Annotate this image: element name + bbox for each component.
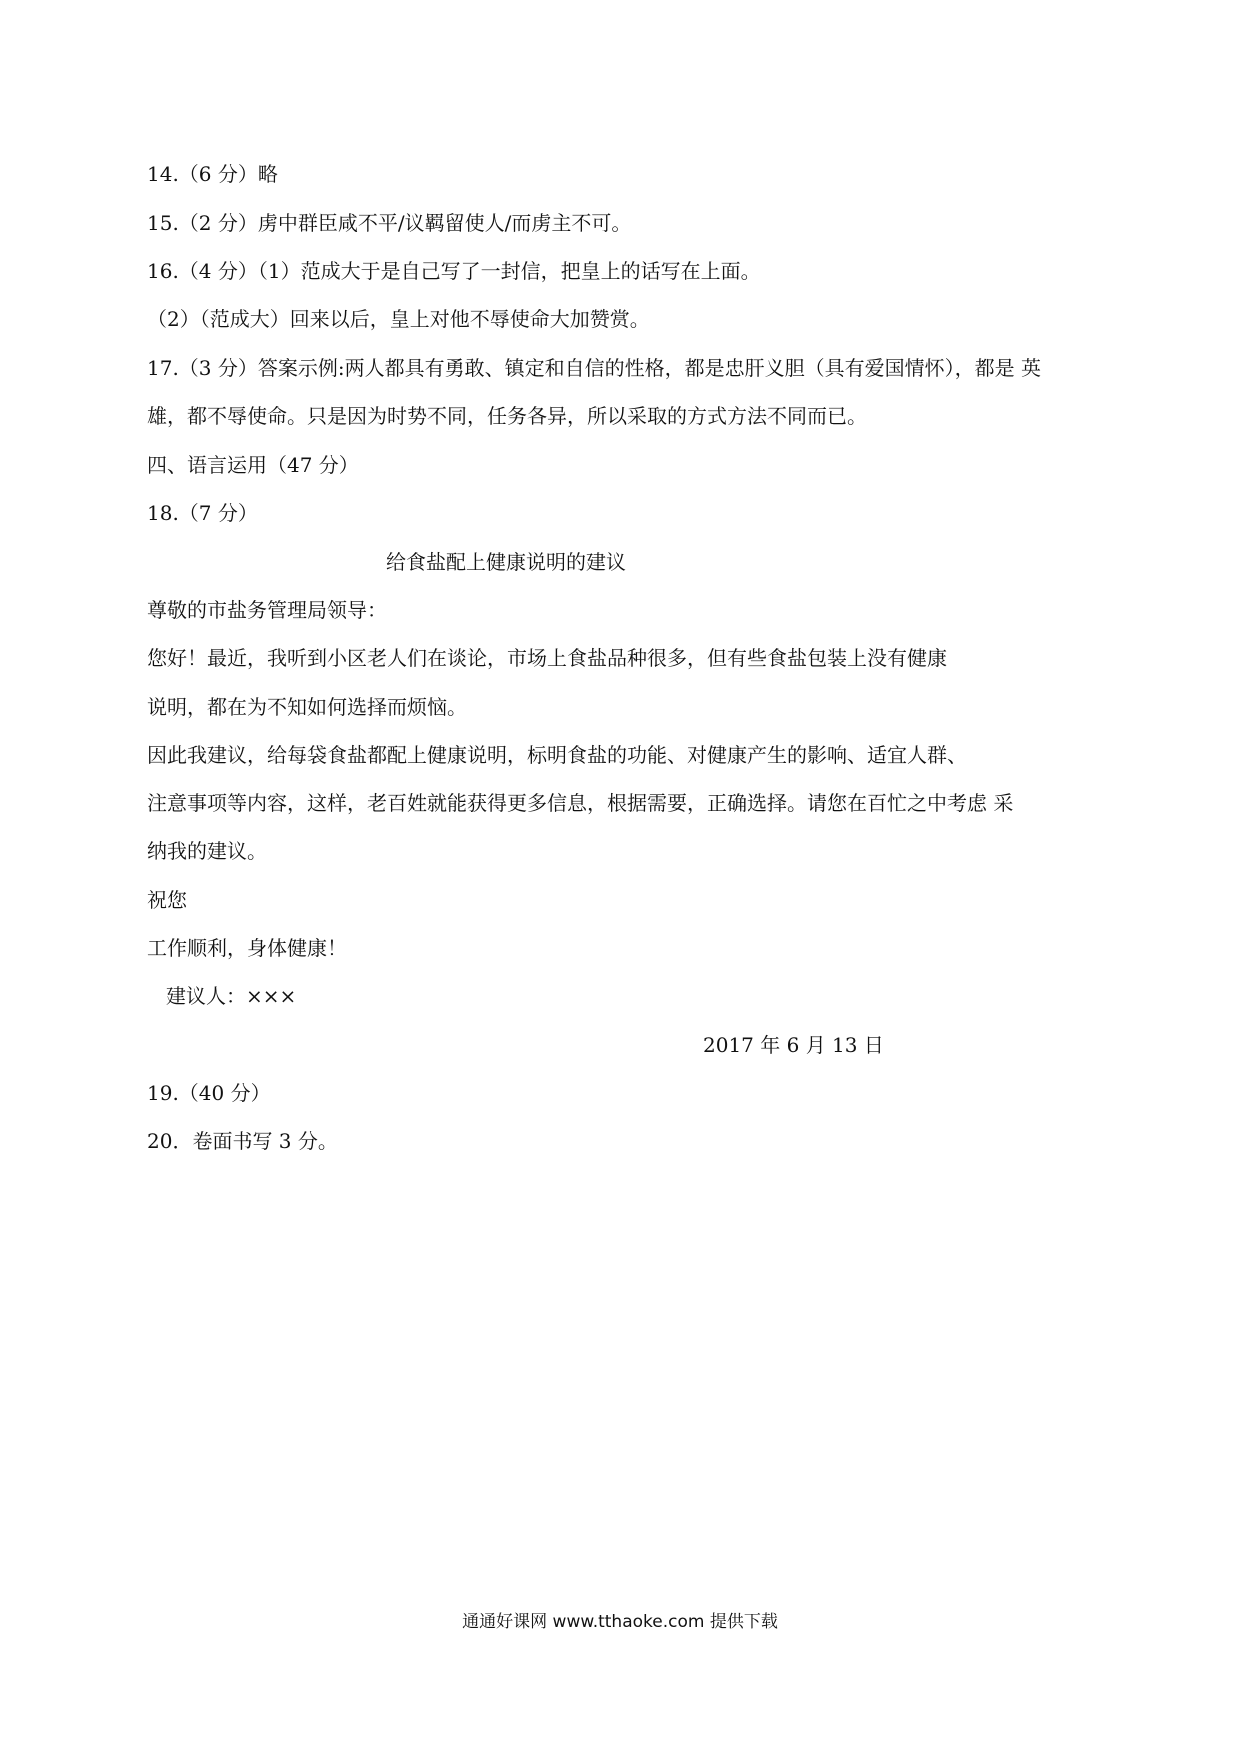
- letter-closing-2: 工作顺利，身体健康！: [147, 936, 347, 960]
- answer-15: 15.（2 分）虏中群臣咸不平/议羁留使人/而虏主不可。: [147, 211, 632, 235]
- letter-title: 给食盐配上健康说明的建议: [386, 550, 626, 574]
- letter-paragraph2-line3: 纳我的建议。: [147, 839, 267, 863]
- letter-closing-1: 祝您: [147, 888, 187, 912]
- answer-16-part2: （2）（范成大）回来以后，皇上对他不辱使命大加赞赏。: [147, 307, 650, 331]
- answer-14: 14.（6 分）略: [147, 162, 278, 186]
- letter-paragraph1-line1: 您好！最近，我听到小区老人们在谈论，市场上食盐品种很多，但有些食盐包装上没有健康: [147, 646, 947, 670]
- page-footer: 通通好课网 www.tthaoke.com 提供下载: [462, 1612, 778, 1632]
- answer-19: 19.（40 分）: [147, 1081, 271, 1105]
- answer-17-line2: 雄，都不辱使命。只是因为时势不同，任务各异，所以采取的方式方法不同而已。: [147, 404, 867, 428]
- section-heading-language-use: 四、语言运用（47 分）: [147, 453, 359, 477]
- letter-paragraph2-line1: 因此我建议，给每袋食盐都配上健康说明，标明食盐的功能、对健康产生的影响、适宜人群、: [147, 743, 967, 767]
- letter-paragraph2-line2: 注意事项等内容，这样，老百姓就能获得更多信息，根据需要，正确选择。请您在百忙之中考虑 采: [147, 791, 1014, 815]
- letter-date: 2017 年 6 月 13 日: [703, 1033, 884, 1057]
- answer-17-line1: 17.（3 分）答案示例:两人都具有勇敢、镇定和自信的性格，都是忠肝义胆（具有爱国情怀），都是 英: [147, 356, 1041, 380]
- letter-paragraph1-line2: 说明，都在为不知如何选择而烦恼。: [147, 695, 467, 719]
- answer-16-part1: 16.（4 分）（1）范成大于是自己写了一封信，把皇上的话写在上面。: [147, 259, 761, 283]
- letter-salutation: 尊敬的市盐务管理局领导：: [147, 598, 387, 622]
- letter-signature: 建议人：×××: [166, 984, 297, 1008]
- answer-18-heading: 18.（7 分）: [147, 501, 258, 525]
- answer-20: 20．卷面书写 3 分。: [147, 1129, 338, 1153]
